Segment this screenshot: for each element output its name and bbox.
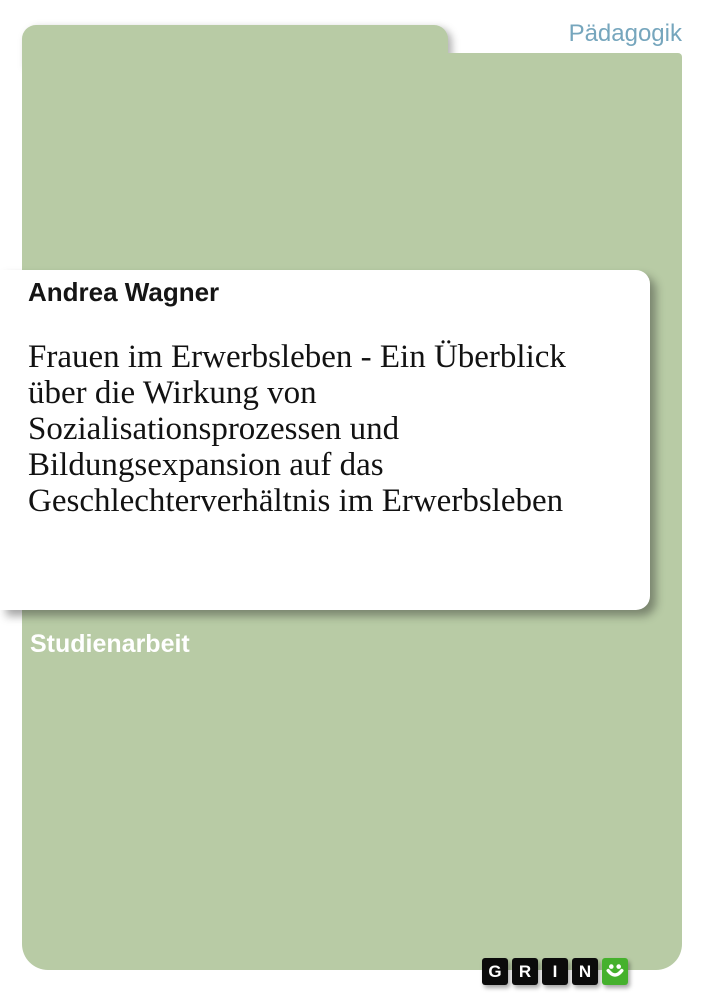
title-line: Geschlechterverhältnis im Erwerbsleben [28,483,564,519]
grin-logo [482,958,628,985]
logo-letter-g: G [482,958,508,985]
title-line: Bildungsexpansion auf das [28,447,384,483]
document-title [28,339,566,519]
logo-letter-i: I [542,958,568,985]
smiley-icon [602,958,628,985]
author-name: Andrea Wagner [28,277,220,307]
document-type-label: Studienarbeit [30,630,190,658]
logo-letter-r: R [512,958,538,985]
logo-letter-n: N [572,958,598,985]
title-line: Frauen im Erwerbsleben - Ein Überblick [28,339,566,375]
category-label: Pädagogik [568,20,682,47]
title-line: Sozialisationsprozessen und [28,411,400,447]
title-line: über die Wirkung von [28,375,317,411]
